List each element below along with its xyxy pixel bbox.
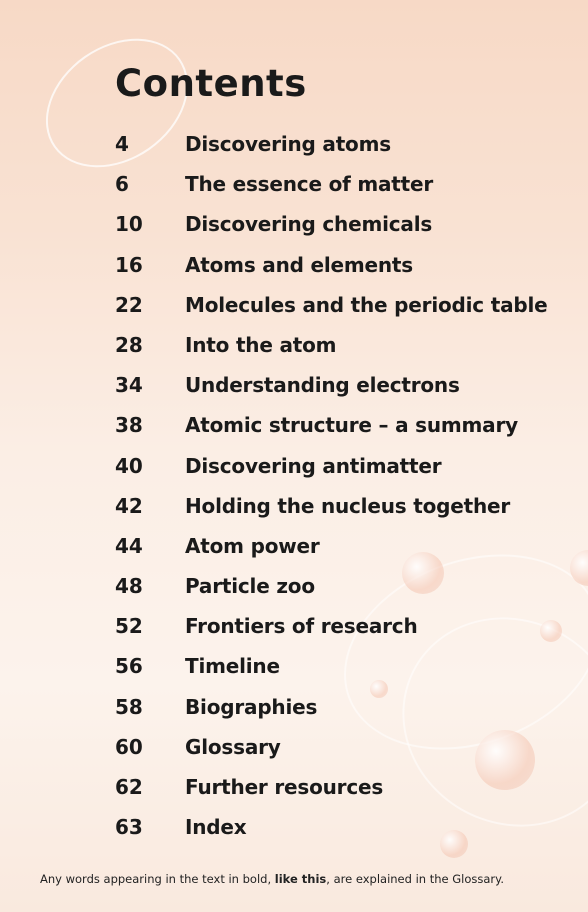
glossary-note-text: Any words appearing in the text in bold, <box>40 872 275 886</box>
toc-page-number: 28 <box>115 332 143 357</box>
toc-title: Glossary <box>185 734 281 759</box>
toc-entry <box>115 526 565 566</box>
toc-entry <box>115 124 565 164</box>
toc-page-number: 44 <box>115 533 143 558</box>
toc-page-number: 4 <box>115 132 129 156</box>
toc-entry <box>115 325 565 365</box>
toc-title: Particle zoo <box>185 574 315 599</box>
toc-entry <box>115 646 565 686</box>
toc-entry <box>115 606 565 646</box>
toc-page-number: 42 <box>115 493 143 518</box>
toc-entry <box>115 767 565 807</box>
toc-page-number: 16 <box>115 252 143 277</box>
toc-title: Further resources <box>185 775 384 799</box>
toc-title: Discovering chemicals <box>185 212 433 237</box>
toc-entry <box>115 164 565 204</box>
toc-entry <box>115 365 565 405</box>
toc-title: Discovering atoms <box>185 132 391 156</box>
toc-title: Discovering antimatter <box>185 453 442 478</box>
toc-page-number: 60 <box>115 734 143 759</box>
toc-title: Atom power <box>185 533 320 558</box>
glossary-note <box>40 872 504 886</box>
toc-entry <box>115 687 565 727</box>
toc-title: Timeline <box>185 654 280 679</box>
toc-title: Atomic structure – a summary <box>185 413 518 438</box>
toc-title: Biographies <box>185 694 318 719</box>
toc-entry <box>115 486 565 526</box>
toc-title: Molecules and the periodic table <box>185 292 548 317</box>
toc-entry <box>115 245 565 285</box>
toc-page-number: 58 <box>115 694 143 719</box>
toc-page-number: 62 <box>115 775 143 799</box>
glossary-note-bold-example: like this <box>274 872 327 886</box>
toc-entry <box>115 405 565 445</box>
toc-title: Holding the nucleus together <box>185 493 511 518</box>
toc-page-number: 6 <box>115 172 129 197</box>
toc-title: Into the atom <box>185 332 337 357</box>
toc-page-number: 34 <box>115 373 143 398</box>
toc-entry <box>115 285 565 325</box>
toc-entry <box>115 807 565 847</box>
toc-title: Frontiers of research <box>185 614 418 639</box>
toc-entry <box>115 204 565 244</box>
toc-page-number: 38 <box>115 413 143 438</box>
glossary-note-text-end: , are explained in the Glossary. <box>326 872 504 886</box>
page-title: Contents <box>115 62 307 105</box>
toc-page-number: 52 <box>115 614 143 639</box>
toc-page-number: 63 <box>115 815 143 840</box>
toc-page-number: 40 <box>115 453 143 478</box>
toc-page-number: 22 <box>115 292 143 317</box>
toc-title: Understanding electrons <box>185 373 460 398</box>
toc-page-number: 56 <box>115 654 143 679</box>
toc-page-number: 10 <box>115 212 143 237</box>
toc-title: Atoms and elements <box>185 252 413 277</box>
table-of-contents <box>115 124 565 847</box>
toc-title: Index <box>185 815 247 840</box>
toc-entry <box>115 566 565 606</box>
toc-title: The essence of matter <box>185 172 434 197</box>
toc-entry <box>115 727 565 767</box>
toc-page-number: 48 <box>115 574 143 599</box>
toc-entry <box>115 446 565 486</box>
